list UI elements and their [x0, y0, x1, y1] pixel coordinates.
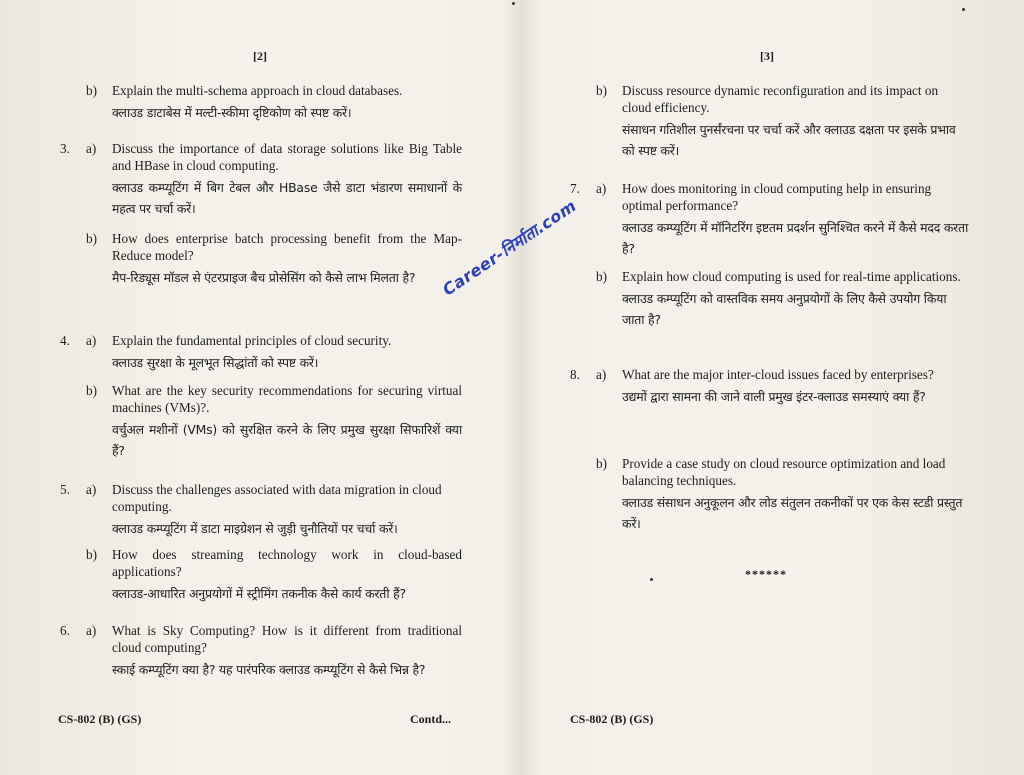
question-label: b): [596, 83, 607, 98]
question-label: b): [86, 383, 97, 398]
question-label: a): [596, 367, 607, 382]
question-english: What are the major inter-cloud issues faced by enterprises?: [622, 367, 934, 382]
scan-speck: [512, 2, 515, 5]
question-english: Discuss the importance of data storage solutions like Big Table and HBase in cloud computing.: [112, 141, 462, 173]
question-label: a): [86, 623, 97, 638]
question-english: Explain the multi-schema approach in cloud databases.: [112, 83, 403, 98]
question-english: Explain the fundamental principles of cloud security.: [112, 333, 392, 348]
question-english: Explain how cloud computing is used for real-time applications.: [622, 269, 961, 284]
question-label: a): [596, 181, 607, 196]
question-hindi: क्लाउड कम्प्यूटिंग में मॉनिटरिंग इष्टतम प्रदर्शन सुनिश्चित करने में कैसे मदद करता है?: [622, 220, 969, 256]
question-english: Discuss resource dynamic reconfiguration and its impact on cloud efficiency.: [622, 83, 939, 115]
question-label: a): [86, 333, 97, 348]
question-label: b): [86, 231, 97, 246]
question-english: How does streaming technology work in cloud-based applications?: [112, 547, 462, 579]
scan-speck: [962, 8, 965, 11]
question-english: Provide a case study on cloud resource optimization and load balancing techniques.: [622, 456, 946, 488]
question-hindi: क्लाउड संसाधन अनुकूलन और लोड संतुलन तकनीकों पर एक केस स्टडी प्रस्तुत करें।: [622, 495, 963, 531]
question-english: What is Sky Computing? How is it different from traditional cloud computing?: [112, 623, 462, 655]
question-label: b): [596, 456, 607, 471]
question-label: b): [86, 83, 97, 98]
question-label: a): [86, 141, 97, 156]
question-english: How does enterprise batch processing benefit from the Map-Reduce model?: [112, 231, 462, 263]
question-number: 8.: [570, 367, 580, 382]
question-label: a): [86, 482, 97, 497]
question-hindi: वर्चुअल मशीनों (VMs) को सुरक्षित करने के लिए प्रमुख सुरक्षा सिफारिशें क्या हैं?: [112, 422, 462, 458]
question-number: 6.: [60, 623, 70, 638]
question-hindi: क्लाउड कम्प्यूटिंग में बिग टेबल और HBase जैसे डाटा भंडारण समाधानों के महत्व पर चर्चा करें।: [112, 180, 462, 216]
question-hindi: क्लाउड कम्प्यूटिंग में डाटा माइग्रेशन से जुड़ी चुनौतियों पर चर्चा करें।: [112, 521, 398, 536]
question-label: b): [596, 269, 607, 284]
question-hindi: क्लाउड-आधारित अनुप्रयोगों में स्ट्रीमिंग तकनीक कैसे कार्य करती हैं?: [112, 586, 406, 601]
footer-code: CS-802 (B) (GS): [58, 712, 142, 726]
question-number: 3.: [60, 141, 70, 156]
question-hindi: क्लाउड कम्प्यूटिंग को वास्तविक समय अनुप्रयोगों के लिए कैसे उपयोग किया जाता है?: [622, 291, 947, 327]
question-hindi: संसाधन गतिशील पुनर्संरचना पर चर्चा करें और क्लाउड दक्षता पर इसके प्रभाव को स्पष्ट करें।: [622, 122, 956, 158]
question-english: What are the key security recommendations for securing virtual machines (VMs)?.: [112, 383, 462, 415]
scan-speck: [650, 578, 653, 581]
end-marker: ******: [745, 567, 787, 581]
question-hindi: स्काई कम्प्यूटिंग क्या है? यह पारंपरिक क्लाउड कम्प्यूटिंग से कैसे भिन्न है?: [112, 662, 426, 677]
question-number: 4.: [60, 333, 70, 348]
question-number: 5.: [60, 482, 70, 497]
footer-contd: Contd...: [410, 712, 452, 726]
page-number: [3]: [760, 49, 774, 63]
question-hindi: उद्यमों द्वारा सामना की जाने वाली प्रमुख इंटर-क्लाउड समस्याएं क्या हैं?: [622, 389, 926, 404]
question-hindi: क्लाउड सुरक्षा के मूलभूत सिद्धांतों को स्पष्ट करें।: [112, 355, 319, 370]
question-number: 7.: [570, 181, 580, 196]
right-page: [514, 0, 1024, 775]
question-hindi: मैप-रिड्यूस मॉडल से एंटरप्राइज बैच प्रोसेसिंग को कैसे लाभ मिलता है?: [112, 270, 416, 285]
footer-code: CS-802 (B) (GS): [570, 712, 654, 726]
question-english: How does monitoring in cloud computing help in ensuring optimal performance?: [622, 181, 932, 213]
question-label: b): [86, 547, 97, 562]
question-hindi: क्लाउड डाटाबेस में मल्टी-स्कीमा दृष्टिकोण को स्पष्ट करें।: [112, 105, 352, 120]
page-number: [2]: [253, 49, 267, 63]
question-english: Discuss the challenges associated with data migration in cloud computing.: [112, 482, 442, 514]
left-page: [0, 0, 510, 775]
watermark-stamp: Career-निर्माता.com: [439, 195, 580, 300]
